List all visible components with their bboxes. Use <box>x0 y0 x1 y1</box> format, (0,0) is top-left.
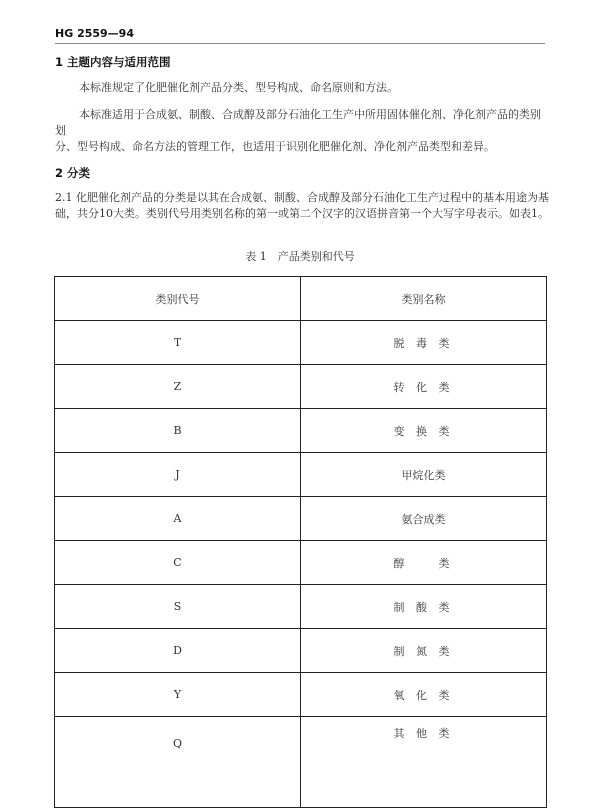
table-header-row <box>55 277 547 321</box>
category-code-cell: T <box>55 321 301 365</box>
section-2-heading: 2 分类 <box>55 166 91 180</box>
header-category-code: 类别代号 <box>55 277 301 321</box>
section-1-paragraph-2-line-2: 分、型号构成、命名方法的管理工作，也适用于识别化肥催化剂、净化剂产品类型和差异。 <box>55 140 495 153</box>
table-row <box>55 541 547 585</box>
category-name-cell: 转 化 类 <box>301 365 547 409</box>
category-code-cell: Q <box>55 717 301 808</box>
category-code-cell: Z <box>55 365 301 409</box>
table-row <box>55 365 547 409</box>
category-code-cell: S <box>55 585 301 629</box>
table-1-caption: 表 1 产品类别和代号 <box>245 250 355 263</box>
category-name-cell: 氧 化 类 <box>301 673 547 717</box>
product-category-table <box>54 276 547 808</box>
document-code: HG 2559—94 <box>55 27 134 40</box>
table-row <box>55 321 547 365</box>
category-name-cell: 变 换 类 <box>301 409 547 453</box>
section-2-paragraph-1: 2.1 化肥催化剂产品的分类是以其在合成氨、制酸、合成醇及部分石油化工生产过程中的基本用途为基础，共分10大类。类别代号用类别名称的第一或第二个汉字的汉语拼音第一个大写字母表示。如表1。 <box>55 191 549 220</box>
category-name-cell: 醇 类 <box>301 541 547 585</box>
table-row <box>55 673 547 717</box>
header-category-name: 类别名称 <box>301 277 547 321</box>
category-name-cell: 脱 毒 类 <box>301 321 547 365</box>
table-row <box>55 629 547 673</box>
category-name-cell: 制 氮 类 <box>301 629 547 673</box>
category-code-cell: B <box>55 409 301 453</box>
category-name-cell: 其 他 类 <box>301 717 547 808</box>
section-1-heading: 1 主题内容与适用范围 <box>55 55 171 69</box>
category-name-cell: 甲烷化类 <box>301 453 547 497</box>
table-row <box>55 717 547 808</box>
category-name-cell: 氨合成类 <box>301 497 547 541</box>
header-rule <box>55 43 545 44</box>
category-code-cell: A <box>55 497 301 541</box>
category-code-cell: D <box>55 629 301 673</box>
category-code-cell: Y <box>55 673 301 717</box>
table-row <box>55 585 547 629</box>
category-code-cell: C <box>55 541 301 585</box>
section-1-paragraph-2-line-1: 本标准适用于合成氨、制酸、合成醇及部分石油化工生产中所用固体催化剂、净化剂产品的类别划 <box>55 108 541 137</box>
section-1-paragraph-1: 本标准规定了化肥催化剂产品分类、型号构成、命名原则和方法。 <box>79 81 398 94</box>
category-name-cell: 制 酸 类 <box>301 585 547 629</box>
table-row <box>55 497 547 541</box>
table-row <box>55 453 547 497</box>
table-row <box>55 409 547 453</box>
category-code-cell: J <box>55 453 301 497</box>
section-1-paragraph-2 <box>55 107 550 155</box>
